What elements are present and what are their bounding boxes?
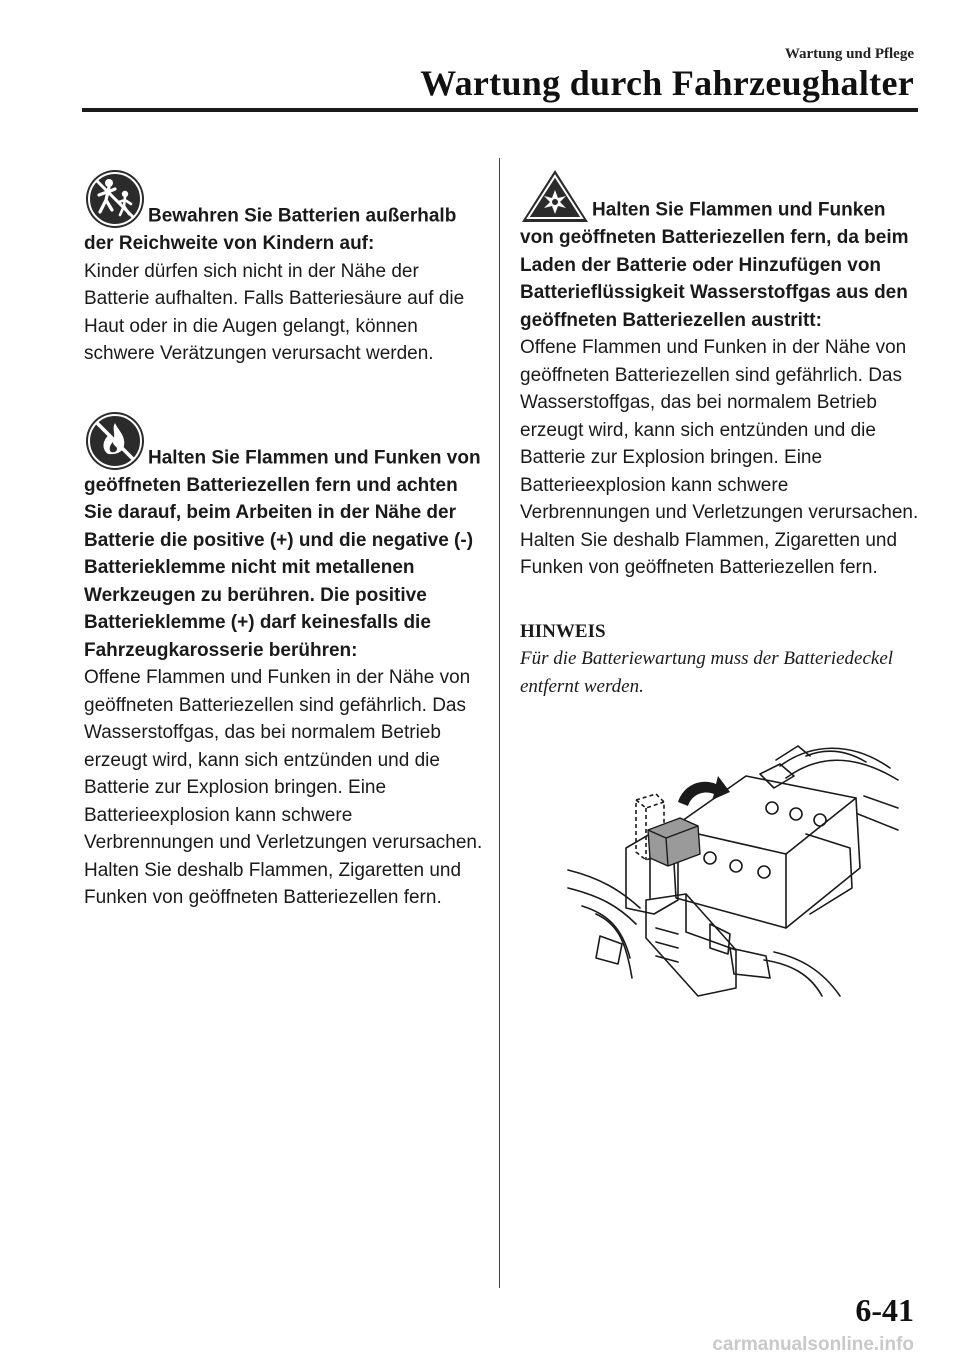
right-column [520, 168, 920, 701]
explosion-hazard-icon [520, 168, 590, 224]
column-divider [499, 158, 500, 1288]
note-body: Für die Batteriewartung muss der Batteriedeckel entfernt werden. [520, 647, 894, 697]
watermark: carmanualsonline.info [712, 1334, 914, 1355]
warning-keep-away-from-children [84, 168, 484, 368]
note-label: HINWEIS [520, 620, 606, 642]
battery-cover-removal-illustration [560, 738, 900, 1000]
warning-no-open-flames [84, 410, 484, 912]
warning-title: Bewahren Sie Batterien außerhalb der Reichweite von Kindern auf: [84, 205, 457, 254]
warning-body: Kinder dürfen sich nicht in der Nähe der Batterie aufhalten. Falls Batteriesäure auf die Haut oder in die Augen gelangt, können schwere Verätzungen verursacht werden. [84, 260, 465, 364]
warning-title: Halten Sie Flammen und Funken von geöffneten Batteriezellen fern und achten Sie darauf, beim Arbeiten in der Nähe der Batterie die positive (+) und die negative (-) Batterieklemme nicht mit metallenen Werkzeugen zu berühren. Die positive Batterieklemme (+) darf keinesfalls die Fahrzeugkarosserie berühren: [84, 447, 481, 661]
note [520, 618, 920, 701]
section-name: Wartung und Pflege [784, 46, 914, 62]
page-title: Wartung durch Fahrzeughalter [420, 63, 914, 103]
warning-title: Halten Sie Flammen und Funken von geöffneten Batteriezellen fern, da beim Laden der Batterie oder Hinzufügen von Batterieflüssigkeit Wasserstoffgas aus den geöffneten Batteriezellen austritt: [520, 199, 909, 331]
warning-explosion-hazard [520, 168, 920, 582]
warning-body: Offene Flammen und Funken in der Nähe von geöffneten Batteriezellen sind gefährlich. Das Wasserstoffgas, das bei normalem Betrieb erzeugt wird, kann sich entzünden und die Batterie zur Explosion bringen. Eine Batterieexplosion kann schwere Verbrennungen und Verletzungen verursachen. Halten Sie deshalb Flammen, Zigaretten und Funken von geöffneten Batteriezellen fern. [520, 337, 919, 578]
keep-away-from-children-icon [84, 168, 146, 230]
no-open-flames-icon [84, 410, 146, 472]
header-rule [82, 108, 918, 112]
warning-body: Offene Flammen und Funken in der Nähe von geöffneten Batteriezellen sind gefährlich. Das Wasserstoffgas, das bei normalem Betrieb erzeugt wird, kann sich entzünden und die Batterie zur Explosion bringen. Eine Batterieexplosion kann schwere Verbrennungen und Verletzungen verursachen. Halten Sie deshalb Flammen, Zigaretten und Funken von geöffneten Batteriezellen fern. [84, 667, 483, 908]
left-column [84, 168, 484, 912]
page-number: 6-41 [855, 1292, 914, 1328]
